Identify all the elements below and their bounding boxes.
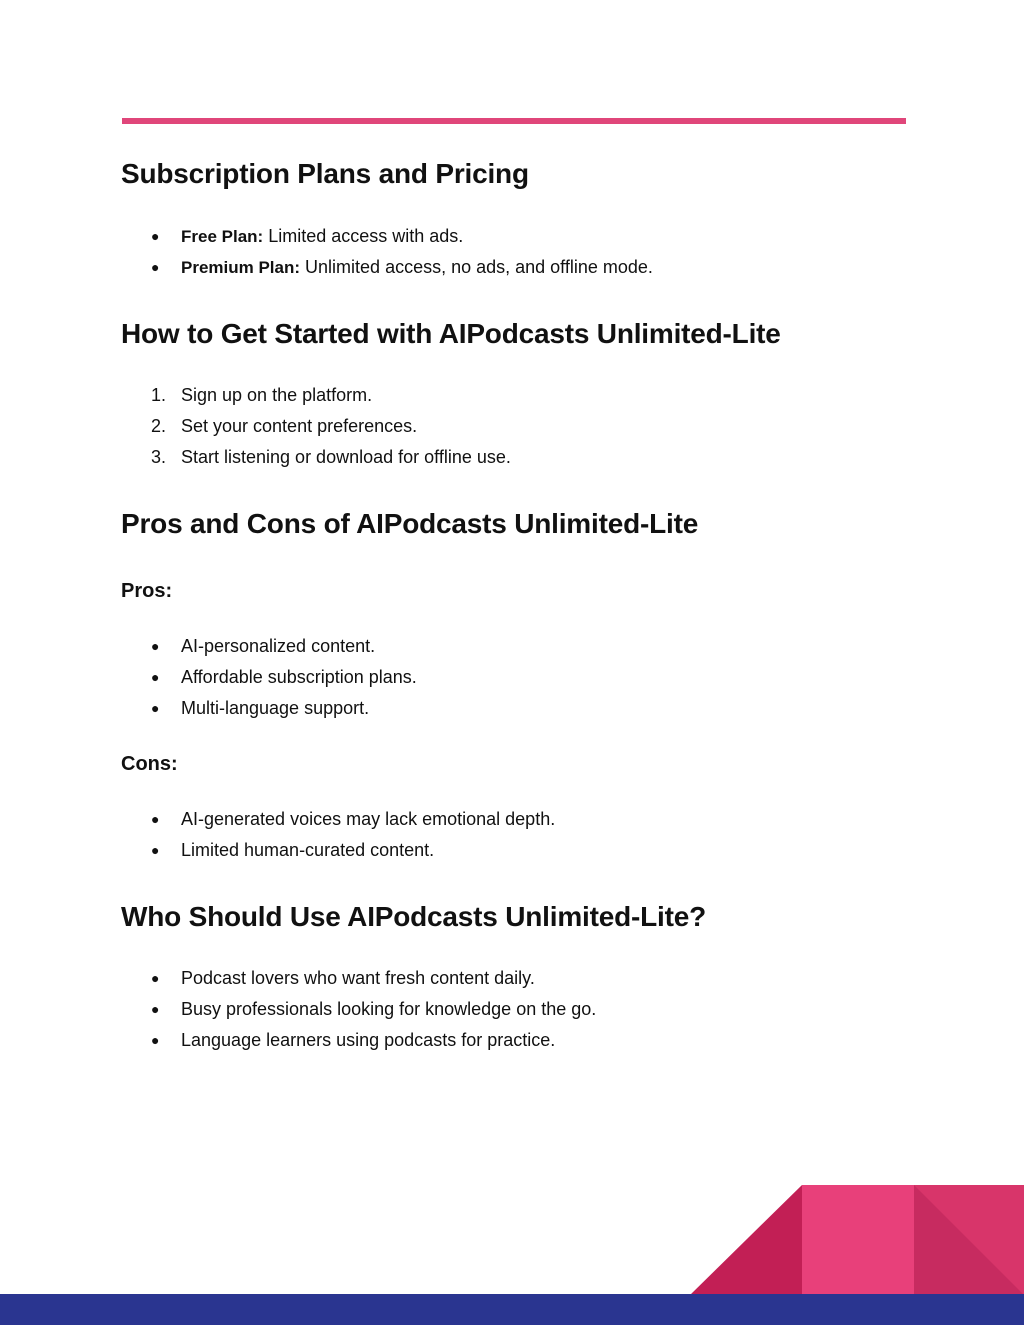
step-number: 3. bbox=[151, 447, 167, 467]
bullet-icon: ● bbox=[151, 228, 160, 244]
list-item bbox=[121, 998, 596, 1029]
step-number: 2. bbox=[151, 416, 167, 436]
step-number: 1. bbox=[151, 385, 167, 405]
pros-list bbox=[121, 635, 417, 728]
pricing-list bbox=[121, 225, 653, 287]
plan-description: Limited access with ads. bbox=[263, 226, 464, 246]
corner-dark-triangle bbox=[690, 1185, 802, 1295]
list-item bbox=[121, 446, 511, 477]
audience-text: Busy professionals looking for knowledge on the go. bbox=[181, 999, 597, 1019]
step-text: Start listening or download for offline use. bbox=[181, 447, 511, 467]
list-item bbox=[121, 415, 511, 446]
pros-cons-heading: Pros and Cons of AIPodcasts Unlimited-Lite bbox=[121, 508, 699, 539]
bullet-icon: ● bbox=[151, 811, 160, 827]
pro-text: Affordable subscription plans. bbox=[181, 667, 417, 687]
pros-subheading: Pros: bbox=[121, 580, 173, 602]
bullet-icon: ● bbox=[151, 1032, 160, 1048]
list-item bbox=[121, 666, 417, 697]
getting-started-heading: How to Get Started with AIPodcasts Unlimited-Lite bbox=[121, 318, 781, 349]
bullet-icon: ● bbox=[151, 669, 160, 685]
footer-bar bbox=[0, 1294, 1024, 1325]
list-item bbox=[121, 1029, 596, 1060]
bullet-icon: ● bbox=[151, 842, 160, 858]
corner-decoration bbox=[690, 1185, 1024, 1295]
bullet-icon: ● bbox=[151, 700, 160, 716]
pro-text: Multi-language support. bbox=[181, 698, 370, 718]
bullet-icon: ● bbox=[151, 1001, 160, 1017]
bullet-icon: ● bbox=[151, 259, 160, 275]
corner-mid-block bbox=[802, 1185, 914, 1295]
list-item bbox=[121, 384, 511, 415]
step-text: Sign up on the platform. bbox=[181, 385, 373, 405]
bullet-icon: ● bbox=[151, 970, 160, 986]
plan-description: Unlimited access, no ads, and offline mode. bbox=[300, 257, 653, 277]
audience-text: Podcast lovers who want fresh content daily. bbox=[181, 968, 535, 988]
audience-text: Language learners using podcasts for practice. bbox=[181, 1030, 556, 1050]
list-item bbox=[121, 256, 653, 287]
list-item bbox=[121, 697, 417, 728]
step-text: Set your content preferences. bbox=[181, 416, 418, 436]
cons-list bbox=[121, 808, 555, 870]
list-item bbox=[121, 225, 653, 256]
list-item bbox=[121, 808, 555, 839]
list-item bbox=[121, 839, 555, 870]
con-text: Limited human-curated content. bbox=[181, 840, 435, 860]
audience-list bbox=[121, 967, 596, 1060]
pricing-heading: Subscription Plans and Pricing bbox=[121, 158, 529, 189]
bullet-icon: ● bbox=[151, 638, 160, 654]
pro-text: AI-personalized content. bbox=[181, 636, 376, 656]
con-text: AI-generated voices may lack emotional depth. bbox=[181, 809, 556, 829]
list-item bbox=[121, 635, 417, 666]
plan-label: Free Plan: bbox=[181, 227, 264, 246]
cons-subheading: Cons: bbox=[121, 753, 178, 775]
audience-heading: Who Should Use AIPodcasts Unlimited-Lite? bbox=[121, 901, 707, 932]
list-item bbox=[121, 967, 596, 998]
plan-label: Premium Plan: bbox=[181, 258, 301, 277]
getting-started-list bbox=[121, 384, 511, 477]
top-accent-rule bbox=[122, 118, 906, 124]
